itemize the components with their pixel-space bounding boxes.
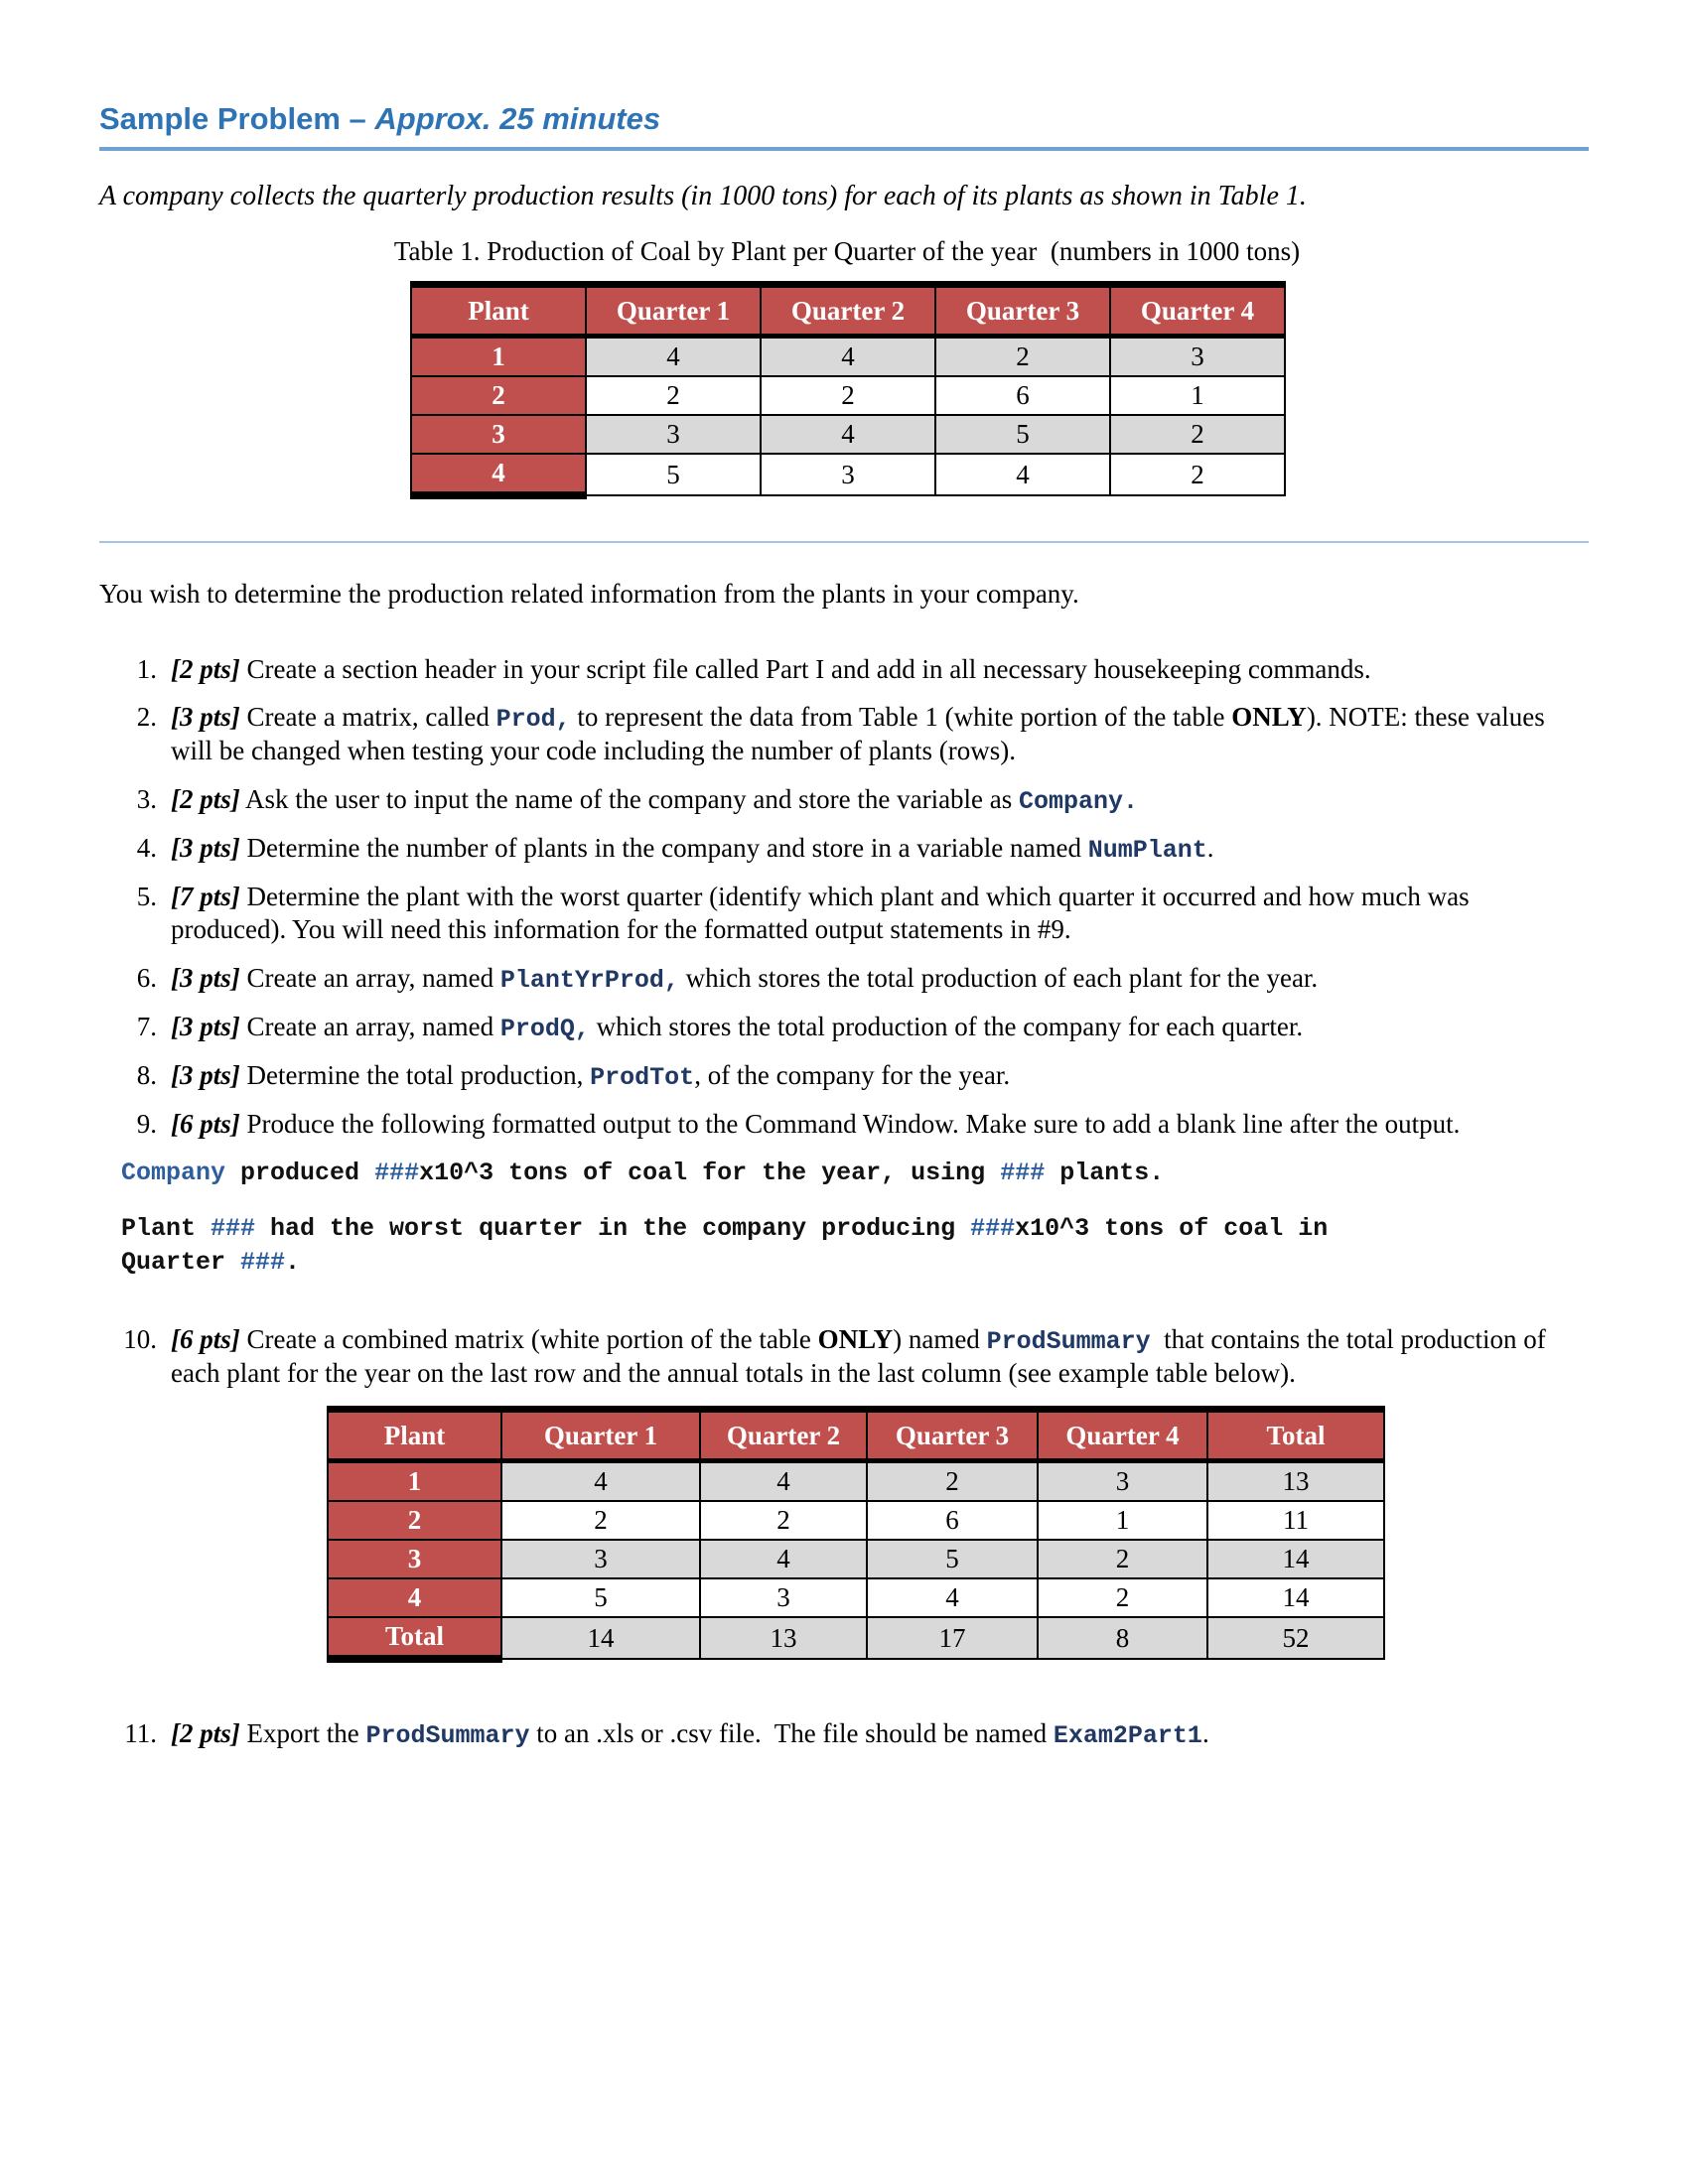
table-cell: 2 <box>586 376 761 415</box>
item-text <box>171 783 1589 817</box>
output-placeholder: ### <box>374 1159 420 1188</box>
code-token: PlantYrProd, <box>499 965 679 995</box>
text-run: . <box>1206 832 1214 863</box>
table-cell: 13 <box>700 1617 867 1659</box>
table-row <box>411 415 1285 454</box>
row-header-cell: Total <box>328 1617 501 1659</box>
item-text <box>171 701 1589 767</box>
code-token: ProdSummary <box>365 1721 530 1751</box>
points-label: [2 pts] <box>171 783 240 814</box>
row-header-cell: 4 <box>411 454 586 495</box>
row-header-cell: 3 <box>328 1540 501 1578</box>
output-placeholder: ### <box>970 1214 1016 1244</box>
item-number: 10. <box>123 1323 157 1354</box>
output-placeholder: ### <box>240 1247 286 1277</box>
text-run: Create a matrix, called <box>239 702 496 733</box>
column-header: Total <box>1207 1410 1384 1461</box>
table1-caption: Table 1. Production of Coal by Plant per Quarter of the year (numbers in 1000 tons) <box>393 236 1301 266</box>
code-token: Company. <box>1019 786 1139 816</box>
text-run: to an .xls or .csv file. The file should be named <box>529 1718 1054 1749</box>
column-header: Quarter 3 <box>935 285 1110 337</box>
item-number: 1. <box>136 654 157 684</box>
section-title-main: Sample Problem – <box>99 101 375 136</box>
table-cell: 2 <box>700 1501 867 1540</box>
text-run: , of the company for the year. <box>694 1059 1011 1090</box>
output-placeholder: Company <box>121 1159 226 1188</box>
table-cell: 3 <box>1038 1461 1207 1502</box>
table-row <box>411 337 1285 377</box>
points-label: [3 pts] <box>171 702 240 733</box>
section-title <box>99 101 1589 151</box>
problem-statement: A company collects the quarterly production results (in 1000 tons) for each of its plants as shown in Table 1. <box>99 181 1307 211</box>
item-number: 9. <box>136 1108 157 1139</box>
item-text <box>171 832 1589 866</box>
text-run: Create an array, named <box>239 1011 500 1041</box>
table-cell: 2 <box>1038 1540 1207 1578</box>
code-token: Prod, <box>495 705 571 735</box>
table-cell: 4 <box>586 337 761 377</box>
item-number: 6. <box>136 962 157 993</box>
table-cell: 5 <box>867 1540 1038 1578</box>
bold-text: ONLY <box>1231 702 1307 733</box>
table-cell: 1 <box>1038 1501 1207 1540</box>
table-cell: 6 <box>867 1501 1038 1540</box>
row-header-cell: 2 <box>328 1501 501 1540</box>
text-run: ) named <box>893 1323 987 1354</box>
item-number: 11. <box>124 1718 157 1749</box>
table-cell: 2 <box>761 376 935 415</box>
text-run: Create a section header in your script file called Part I and add in all necessary housekeeping commands. <box>239 654 1371 684</box>
table-row <box>328 1540 1384 1578</box>
table1-production <box>410 281 1589 499</box>
text-run: Produce the following formatted output to the Command Window. Make sure to add a blank line after the output. <box>239 1108 1461 1139</box>
table-cell: 13 <box>1207 1461 1384 1502</box>
column-header: Plant <box>328 1410 501 1461</box>
table-cell: 4 <box>700 1540 867 1578</box>
task-list-final <box>99 1717 1589 1751</box>
column-header: Quarter 1 <box>586 285 761 337</box>
table-cell: 2 <box>867 1461 1038 1502</box>
table-row <box>328 1578 1384 1617</box>
column-header: Quarter 2 <box>700 1410 867 1461</box>
output-text: produced <box>225 1159 375 1188</box>
item-number: 5. <box>136 881 157 911</box>
column-header: Quarter 4 <box>1110 285 1285 337</box>
item-text <box>171 881 1589 947</box>
item-number: 8. <box>136 1059 157 1090</box>
column-header: Quarter 4 <box>1038 1410 1207 1461</box>
bold-text: ONLY <box>817 1323 894 1354</box>
section-title-duration: Approx. 25 minutes <box>374 101 661 136</box>
table-cell: 3 <box>501 1540 700 1578</box>
table-cell: 4 <box>501 1461 700 1502</box>
code-token: NumPlant <box>1087 835 1207 865</box>
table-cell: 1 <box>1110 376 1285 415</box>
points-label: [2 pts] <box>171 654 240 684</box>
task-item-7 <box>99 1011 1589 1044</box>
code-token: ProdSummary <box>986 1326 1151 1356</box>
task-list <box>99 653 1589 1141</box>
output-text: x10^3 tons of coal in <box>1015 1214 1329 1244</box>
row-header-cell: 4 <box>328 1578 501 1617</box>
item-text <box>171 1011 1589 1044</box>
task-item-11 <box>99 1717 1589 1751</box>
section-divider <box>99 541 1589 543</box>
task-intro: You wish to determine the production related information from the plants in your company. <box>99 579 1079 609</box>
text-run: . <box>1201 1718 1209 1749</box>
output-text: plants. <box>1045 1159 1165 1188</box>
row-header-cell: 1 <box>411 337 586 377</box>
table-cell: 2 <box>501 1501 700 1540</box>
table-row <box>328 1501 1384 1540</box>
output-text: . <box>285 1247 301 1277</box>
item-text <box>171 1717 1589 1751</box>
table-cell: 52 <box>1207 1617 1384 1659</box>
table-cell: 2 <box>935 337 1110 377</box>
table-cell: 3 <box>700 1578 867 1617</box>
table-row <box>328 1617 1384 1659</box>
task-item-1 <box>99 653 1589 686</box>
table-cell: 8 <box>1038 1617 1207 1659</box>
table-cell: 17 <box>867 1617 1038 1659</box>
points-label: [6 pts] <box>171 1323 240 1354</box>
output-text: had the worst quarter in the company producing <box>255 1214 971 1244</box>
column-header: Plant <box>411 285 586 337</box>
item-text <box>171 962 1589 996</box>
points-label: [7 pts] <box>171 881 240 911</box>
output-placeholder: ### <box>1000 1159 1046 1188</box>
item-number: 3. <box>136 783 157 814</box>
table-cell: 3 <box>586 415 761 454</box>
data-table <box>327 1406 1385 1663</box>
table-cell: 4 <box>761 415 935 454</box>
code-token: ProdQ, <box>499 1014 590 1043</box>
code-token: Exam2Part1 <box>1053 1721 1202 1751</box>
data-table <box>410 281 1286 499</box>
output-text: Quarter <box>121 1247 241 1277</box>
text-run: which stores the total production of each plant for the year. <box>678 962 1319 993</box>
points-label: [3 pts] <box>171 832 240 863</box>
output-placeholder: ### <box>211 1214 256 1244</box>
table-cell: 2 <box>1038 1578 1207 1617</box>
row-header-cell: 2 <box>411 376 586 415</box>
item-text <box>171 1108 1589 1141</box>
text-run: Determine the plant with the worst quarter (identify which plant and which quarter it occurred and how much was produced). You will need this information for the formatted output statements in #9. <box>171 881 1477 945</box>
table-row <box>328 1461 1384 1502</box>
column-header: Quarter 3 <box>867 1410 1038 1461</box>
row-header-cell: 3 <box>411 415 586 454</box>
output-line <box>121 1157 1589 1190</box>
item-text <box>171 1059 1589 1093</box>
column-header: Quarter 2 <box>761 285 935 337</box>
table-cell: 2 <box>1110 415 1285 454</box>
prodsummary-table <box>327 1406 1589 1663</box>
table-cell: 11 <box>1207 1501 1384 1540</box>
item-number: 2. <box>136 702 157 733</box>
text-run: that contains the total production of each plant for the year on the last row and the annual totals in the last column (see example table below). <box>171 1323 1553 1388</box>
table-cell: 14 <box>1207 1578 1384 1617</box>
item-number: 7. <box>136 1011 157 1041</box>
points-label: [2 pts] <box>171 1718 240 1749</box>
task-item-2 <box>99 701 1589 767</box>
table-row <box>411 376 1285 415</box>
output-line <box>121 1212 1589 1246</box>
text-run: Export the <box>239 1718 366 1749</box>
table-cell: 3 <box>761 454 935 495</box>
task-item-4 <box>99 832 1589 866</box>
formatted-output-block <box>121 1157 1589 1279</box>
text-run: Create an array, named <box>239 962 500 993</box>
code-token: ProdTot <box>590 1062 695 1092</box>
table-cell: 2 <box>1110 454 1285 495</box>
task-item-8 <box>99 1059 1589 1093</box>
text-run: Determine the total production, <box>239 1059 591 1090</box>
output-text: Plant <box>121 1214 211 1244</box>
output-text: x10^3 tons of coal for the year, using <box>419 1159 1001 1188</box>
table-cell: 4 <box>935 454 1110 495</box>
task-item-10 <box>99 1323 1589 1390</box>
task-item-5 <box>99 881 1589 947</box>
text-run: ). NOTE: these values will be changed when testing your code including the number of plants (rows). <box>171 702 1552 766</box>
points-label: [6 pts] <box>171 1108 240 1139</box>
text-run: which stores the total production of the company for each quarter. <box>589 1011 1304 1041</box>
row-header-cell: 1 <box>328 1461 501 1502</box>
table-cell: 5 <box>501 1578 700 1617</box>
points-label: [3 pts] <box>171 1059 240 1090</box>
points-label: [3 pts] <box>171 962 240 993</box>
table-cell: 4 <box>867 1578 1038 1617</box>
table-cell: 5 <box>586 454 761 495</box>
table-cell: 3 <box>1110 337 1285 377</box>
item-number: 4. <box>136 832 157 863</box>
table-cell: 14 <box>1207 1540 1384 1578</box>
text-run: Determine the number of plants in the company and store in a variable named <box>239 832 1088 863</box>
table-cell: 6 <box>935 376 1110 415</box>
task-item-3 <box>99 783 1589 817</box>
item-text <box>171 653 1589 686</box>
text-run: to represent the data from Table 1 (white portion of the table <box>570 702 1232 733</box>
table-cell: 14 <box>501 1617 700 1659</box>
table-row <box>411 454 1285 495</box>
item-text <box>171 1323 1589 1390</box>
table-cell: 4 <box>761 337 935 377</box>
points-label: [3 pts] <box>171 1011 240 1041</box>
text-run: Ask the user to input the name of the company and store the variable as <box>239 783 1020 814</box>
task-list-continued <box>99 1323 1589 1390</box>
column-header: Quarter 1 <box>501 1410 700 1461</box>
table-cell: 5 <box>935 415 1110 454</box>
task-item-9 <box>99 1108 1589 1141</box>
table-cell: 4 <box>700 1461 867 1502</box>
text-run: Create a combined matrix (white portion of the table <box>239 1323 818 1354</box>
output-line <box>121 1246 1589 1280</box>
task-item-6 <box>99 962 1589 996</box>
